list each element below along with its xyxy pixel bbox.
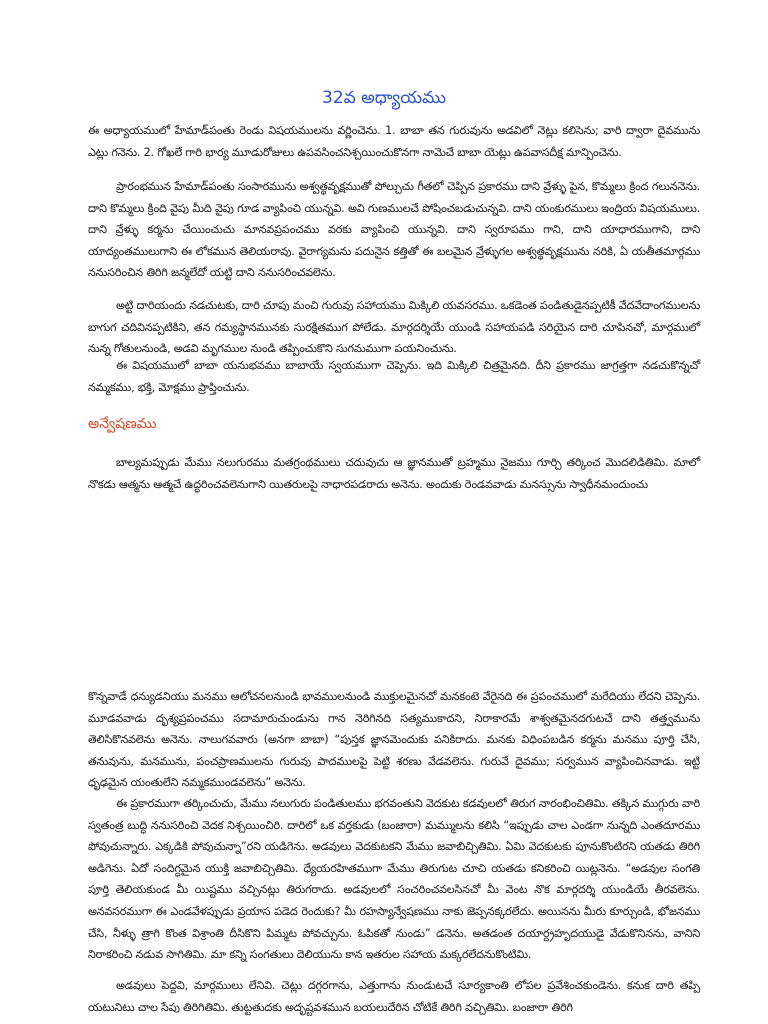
chapter-title: 32వ అధ్యాయము [322,88,446,108]
paragraph-four-seekers-views: కొన్నవాడే ధన్యుడనియు మనము ఆలోచనలనుండి భావములనుండి ముక్తులమైనచో మనకంటె వేరైనది ఈ ప్రపంచములో మరేదియు లేదని చెప్పెను. మూడవవాడు దృశ్యప్రపంచము సదామారుచుండును గాన నెరిగినది సత్యముకాదని, నిరాకారమే శాశ్వతమైనదగుటచే దాని తత్త్వమును తెలిసికొనవలెను అనెను. నాలుగవవారు (అనగా బాబా) “పుస్తక జ్ఞానమెందుకు పనికిరాదు. మనకు విధింపబడిన కర్మను మనము పూర్తి చేసి, తనువును, మనమును, పంచప్రాణములను గురువు పాదములపై పెట్టి శరణు వేడవలెను. గురువే దైవము; సర్వమున వ్యాపించినవాడు. ఇట్టి ధృఢమైన యంతులేని నమ్మకముండవలెను” అనెను. [88,690,700,790]
paragraph-forest-wandering: అడవులు పెద్దవి, మార్గములు లేనివి. చెట్లు దగ్గరగాను, ఎత్తుగాను నుండుటచే సూర్యకాంతి లోపల ప్రవేశించకుండెను. కనుక దారి తప్పి యటునిటు చాల సేపు తిరిగితిమి. తుట్టతుదకు అదృష్టవశమున బయలుదేరిన చోటికే తిరిగి వచ్చితిమి. బంజారా తిరిగి [88,979,700,1014]
paragraph-baba-experience: ఈ విషయములో బాబా యనుభవము బాబాయే స్వయముగా చెప్పెను. ఇది మిక్కిలి చిత్రమైనది. దీని ప్రకారము జాగ్రత్తగా నడచుకొన్నచో నమ్మకము, భక్తి, మోక్షము ప్రాప్తించును. [88,359,700,394]
section-heading: అన్వేషణము [88,416,157,432]
paragraph-four-seekers-start: బాల్యమప్పుడు మేము నలుగురము మతగ్రంథములు చదువుచు ఆ జ్ఞానముతో బ్రహ్మము నైజము గూర్చి తర్కించ మొదలిడితిమి. మాలో నొకడు ఆత్మను ఆత్మచే ఉద్ధరించవలెనుగాని యితరులపై నాధారపడరాదు అనెను. అందుకు రెండవవాడు మనస్సును స్వాధీనమందుంచు [88,456,700,491]
paragraph-banjara-meeting: ఈ ప్రకారముగా తర్కించుచు, మేము నలుగురు పండితులము భగవంతుని వెదకుట కడవులలో తిరుగ నారంభించితిమి. తక్కిన ముగ్గురు వారి స్వతంత్ర బుద్ధి ననుసరించి వెదక నిశ్చయించిరి. దారిలో ఒక వర్తకుడు (బంజారా) మమ్ములను కలిసి “ఇప్పుడు చాల ఎండగా నున్నది ఎంతదూరము పోవుచున్నారు. ఎక్కడికి పోవుచున్నా”రని యడిగెను. అడవులు వెదకుటకని మేము జవాబిచ్చితిమి. ఏమి వెదకుటకు పూనుకొంటిరని యతడు తిరిగి అడిగెను. ఏదో సందిగ్ధమైన యుక్తి జవాబిచ్చితిమి. ధ్యేయరహితముగా మేము తిరుగుట చూచి యతడు కనికరించి యిట్లనెను. “అడవుల సంగతి పూర్తి తెలియకుండ మీ యిష్టము వచ్చినట్లు తిరుగరాదు. అడవులలో సంచరించవలసినచో మీ వెంట నొక మార్గదర్శి యుండియే తీరవలెను. అనవసరముగా ఈ ఎండవేళప్పుడు ప్రయాస పడెద రెందుకు? మీ రహస్యాన్వేషణము నాకు జెప్పనక్కరలేదు. అయినను మీరు కూర్చుండి, భోజనము చేసి, నీళ్ళు త్రాగి కొంత విశ్రాంతి దీసికొని పిమ్మట పోవచ్చును. ఓపికతో నుండు” డనెను. అతడంత దయార్ద్రహృదయుడై వేడుకొనినను, వానిని నిరాకరించి నడువ సాగితిమి. మా కన్ని సంగతులు దెలియును కాన ఇతరుల సహాయ మక్కరలేదనుకొంటిమి. [88,797,700,962]
paragraph-ashvattha-tree: ప్రారంభమున హేమాడ్‌పంతు సంసారమును అశ్వత్థవృక్షముతో పోల్చుచు గీతలో చెప్పిన ప్రకారము దాని వ్రేళ్ళు పైన, కొమ్మలు క్రింద గలుననెను. దాని కొమ్మలు క్రింది వైపు మీది వైపు గూడ వ్యాపించి యున్నవి. అవి గుణములచే పోషించబడుచున్నవి. దాని యంకురములు ఇంద్రియ విషయములు. దాని వ్రేళ్ళు కర్మను చేయించుచు మానవప్రపంచము వరకు వ్యాపించి యున్నవి. దాని స్వరూపము గాని, దాని యాధారముగాని, దాని యాద్యంతములుగాని ఈ లోకమున తెలియరావు. వైరాగ్యమను పదునైన కత్తితో ఈ బలమైన వ్రేళ్ళుగల అశ్వత్థవృక్షమును నరికి, ఏ యతీతమార్గము ననుసరించిన తిరిగి జన్మలేదో యట్టి దాని ననుసరించవలెను. [88,180,700,280]
paragraph-guide-needed: అట్టి దారియందు నడచుటకు, దారి చూపు మంచి గురువు సహాయము మిక్కిలి యవసరము. ఒకడెంత పండితుడైనప్పటికీ వేదవేదాంగములను బాగుగ చదివినప్పటికిని, తన గమ్యస్థానమునకు సురక్షితముగ పోలేడు. మార్గదర్శియే యుండి సహాయపడి సరియైన దారి చూపినచో, మార్గములో నున్న గోతులనుండి, అడవి మృగముల నుండి తప్పించుకొని సుగమముగా పయనించును. [88,299,700,356]
paragraph-intro: ఈ అధ్యాయములో హేమాడ్‌పంతు రెండు విషయములను వర్ణించెను. 1. బాబా తన గురువును అడవిలో నెట్లు కలిసెను; వారి ద్వారా దైవమును ఎట్లు గనెను. 2. గోఖలే గారి భార్య మూడురోజులు ఉపవసించనిశ్చయించుకొనగా నామెచే బాబా యెట్లు ఉపవాసదీక్ష మాన్పించెను. [88,124,700,159]
